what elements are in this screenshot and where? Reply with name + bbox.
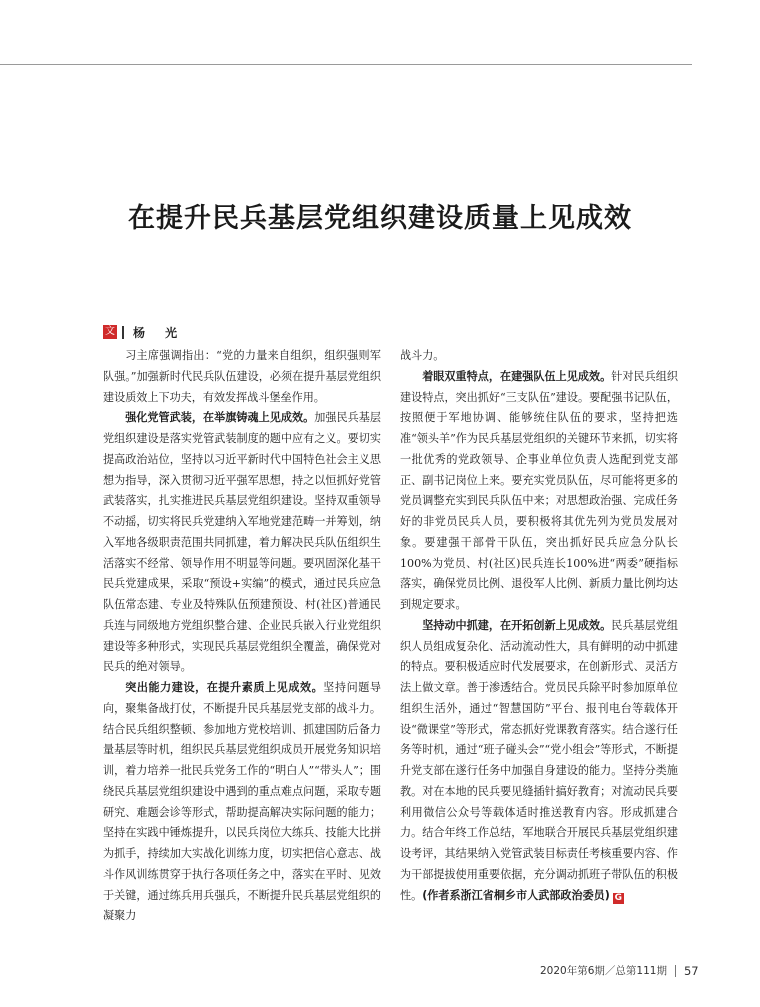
- issue-info: 2020年第6期／总第111期: [540, 965, 667, 977]
- section-3-body: 针对民兵组织建设特点，突出抓好“三支队伍”建设。要配强书记队伍，按照便于军地协调、能够统住队伍的要求，坚持把选准“领头羊”作为民兵基层党组织的关键环节来抓，切实将一批优秀的党政领导、企事业单位负责人选配到党支部正、副书记岗位上来。要充实党员队伍，尽可能将更多的党员调整充实到民兵队伍中来；对思想政治强、完成任务好的非党员民兵人员，要积极将其优先列为党员发展对象。要建强干部骨干队伍，突出抓好民兵应急分队长100%为党员、村(社区)民兵连长100%进“两委”硬指标落实，确保党员比例、退役军人比例、新质力量比例均达到规定要求。: [400, 369, 678, 611]
- section-heading-1: 强化党管武装，在举旗铸魂上见成效。: [125, 411, 315, 425]
- right-column: [400, 346, 678, 906]
- section-4-body: 民兵基层党组织人员组成复杂化、活动流动性大，具有鲜明的动中抓建的特点。要积极适应时代发展要求，在创新形式、灵活方法上做文章。善于渗透结合。党员民兵除平时参加原单位组织生活外，通过“智慧国防”平台、报刊电台等载体开设“微课堂”等形式，常态抓好党课教育落实。结合遂行任务等时机，通过“班子碰头会”“党小组会”等形式，不断提升党支部在遂行任务中加强自身建设的能力。坚持分类施教。对在本地的民兵要见缝插针搞好教育；对流动民兵要利用微信公众号等载体适时推送教育内容。形成抓建合力。结合年终工作总结，军地联合开展民兵基层党组织建设考评，其结果纳入党管武装目标责任考核重要内容、作为干部提拔使用重要依据，充分调动抓班子带队伍的积极性。: [400, 618, 678, 902]
- section-heading-2: 突出能力建设，在提升素质上见成效。: [125, 681, 324, 694]
- section-heading-4: 坚持动中抓建，在开拓创新上见成效。: [422, 618, 612, 632]
- header-rule: [0, 64, 692, 65]
- paragraph-section-2: [103, 678, 381, 927]
- author-note: (作者系浙江省桐乡市人武部政治委员): [422, 888, 610, 902]
- left-column: [103, 346, 381, 927]
- byline-divider: [122, 326, 124, 339]
- author-name: 杨 光: [133, 325, 186, 340]
- section-heading-3: 着眼双重特点，在建强队伍上见成效。: [422, 369, 612, 383]
- section-2-body: 坚持问题导向，聚集备战打仗，不断提升民兵基层党支部的战斗力。结合民兵组织整顿、参加地方党校培训、抓建国防后备力量基层等时机，组织民兵基层党组织成员开展党务知识培训，着力培养一批民兵党务工作的“明白人”“带头人”；围绕民兵基层党组织建设中遇到的重点难点问题，采取专题研究、难题会诊等形式，帮助提高解决实际问题的能力；坚持在实践中锤炼提升，以民兵岗位大练兵、技能大比拼为抓手，持续加大实战化训练力度，切实把信心意志、战斗作风训练贯穿于执行各项任务之中，落实在平时、见效于关键，通过练兵用兵强兵，不断提升民兵基层党组织的凝聚力: [103, 681, 381, 923]
- page-number: 57: [683, 963, 699, 978]
- paragraph-section-3: [400, 367, 678, 616]
- byline: [103, 324, 185, 340]
- article-title: 在提升民兵基层党组织建设质量上见成效: [128, 203, 632, 234]
- end-mark-icon: G: [614, 892, 623, 903]
- page-footer: [540, 963, 699, 978]
- footer-divider: [675, 965, 676, 977]
- paragraph-continuation: 战斗力。: [400, 349, 445, 362]
- paragraph-section-1: [103, 408, 381, 678]
- paragraph-intro: 习主席强调指出：“党的力量来自组织，组织强则军队强。”加强新时代民兵队伍建设，必须在提升基层党组织建设质效上下功夫，有效发挥战斗堡垒作用。: [103, 349, 381, 404]
- author-badge-icon: 文: [105, 326, 115, 337]
- section-1-body: 加强民兵基层党组织建设是落实党管武装制度的题中应有之义。要切实提高政治站位，坚持以习近平新时代中国特色社会主义思想为指导，深入贯彻习近平强军思想，持之以恒抓好党管武装落实，扎实推进民兵基层党组织建设。坚持双重领导不动摇，切实将民兵党建纳入军地党建范畴一并筹划，纳入军地各级职责范围共同抓建，着力解决民兵队伍组织生活落实不经常、领导作用不明显等问题。要巩固深化基干民兵党建成果，采取“预设+实编”的模式，通过民兵应急队伍常态建、专业及特殊队伍预建预设、村(社区)普通民兵连与同级地方党组织整合建、企业民兵嵌入行业党组织建设等多种形式，实现民兵基层党组织全覆盖，确保党对民兵的绝对领导。: [103, 411, 381, 674]
- paragraph-section-4: [400, 616, 678, 907]
